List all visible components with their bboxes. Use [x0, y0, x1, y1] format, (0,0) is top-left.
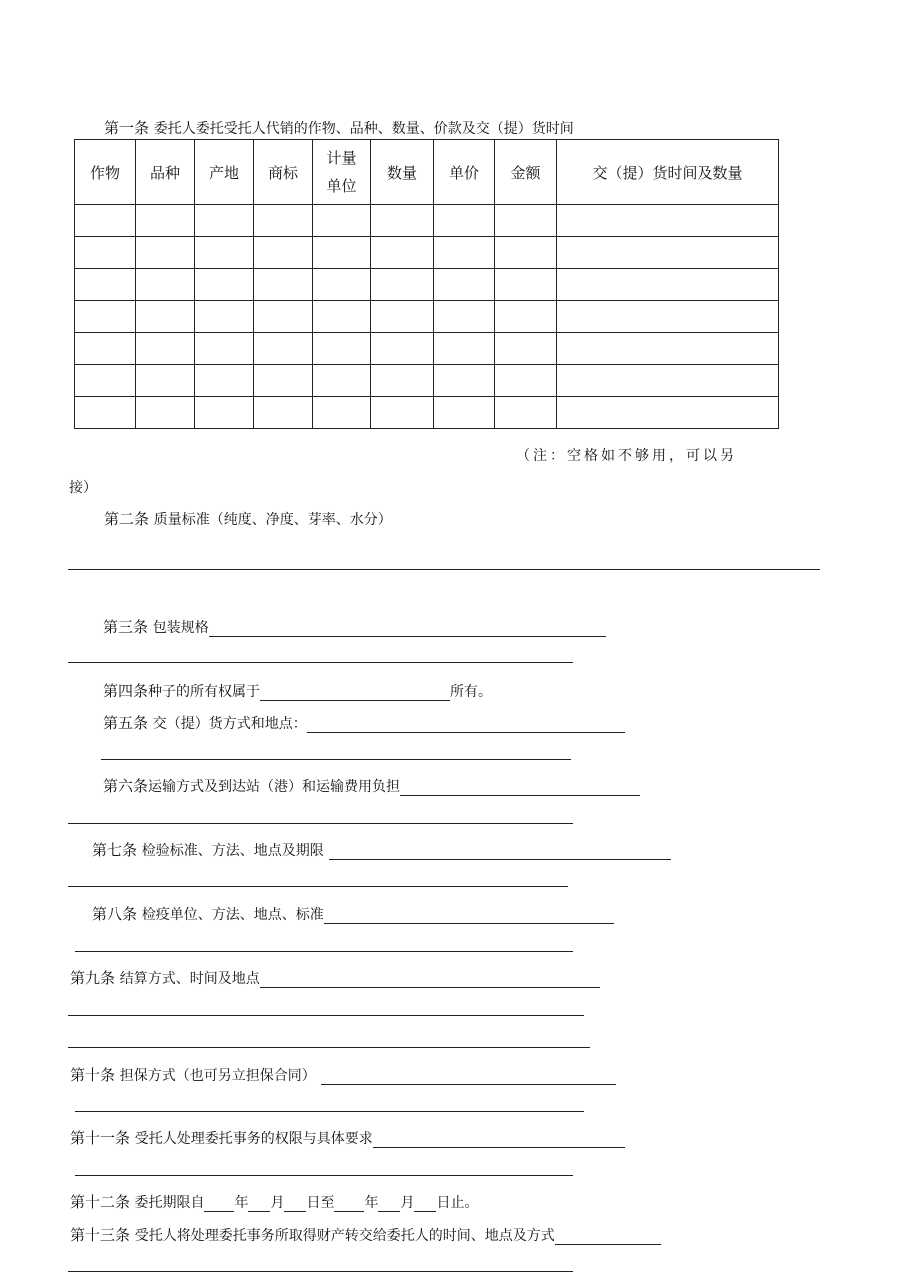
article-2-fill-line[interactable] — [68, 569, 820, 570]
table-cell[interactable] — [495, 237, 557, 269]
table-row — [75, 205, 779, 237]
article-6-text: 运输方式及到达站（港）和运输费用负担 — [148, 779, 401, 795]
table-note: （注：空格如不够用，可以另 — [516, 448, 737, 464]
table-cell[interactable] — [495, 397, 557, 429]
table-cell[interactable] — [371, 333, 434, 365]
table-cell[interactable] — [495, 301, 557, 333]
table-cell[interactable] — [136, 269, 195, 301]
table-cell[interactable] — [313, 301, 371, 333]
article-7-label: 第七条 — [92, 841, 138, 859]
article-1-heading — [104, 117, 574, 138]
end-day-label: 日止。 — [436, 1195, 479, 1211]
table-cell[interactable] — [254, 237, 313, 269]
header-unit-line-2: 单位 — [326, 177, 357, 195]
table-cell[interactable] — [75, 205, 136, 237]
table-cell[interactable] — [195, 301, 254, 333]
table-cell[interactable] — [495, 205, 557, 237]
table-cell[interactable] — [557, 397, 779, 429]
article-6 — [103, 775, 640, 796]
header-unit-line-1: 计量 — [326, 149, 357, 167]
table-cell[interactable] — [254, 301, 313, 333]
header-cell-quantity: 数量 — [371, 140, 434, 205]
table-cell[interactable] — [136, 365, 195, 397]
article-13-fill-line[interactable] — [68, 1271, 573, 1272]
table-cell[interactable] — [136, 301, 195, 333]
table-cell[interactable] — [313, 397, 371, 429]
table-cell[interactable] — [434, 269, 495, 301]
article-7 — [92, 839, 671, 860]
header-cell-brand: 商标 — [254, 140, 313, 205]
table-cell[interactable] — [557, 301, 779, 333]
table-cell[interactable] — [557, 365, 779, 397]
table-cell[interactable] — [371, 301, 434, 333]
table-cell[interactable] — [434, 301, 495, 333]
table-cell[interactable] — [75, 301, 136, 333]
article-4-text: 种子的所有权属于 — [148, 684, 261, 700]
header-cell-amount: 金额 — [495, 140, 557, 205]
article-3-text: 包装规格 — [152, 620, 209, 636]
article-11 — [70, 1127, 625, 1148]
article-3-fill-line[interactable] — [68, 662, 573, 663]
article-2-text: 质量标准（纯度、净度、芽率、水分） — [153, 512, 392, 528]
article-11-fill-line[interactable] — [75, 1175, 573, 1176]
table-cell[interactable] — [495, 333, 557, 365]
article-1-label: 第一条 — [104, 119, 150, 137]
end-year-label: 年 — [364, 1195, 379, 1211]
table-cell[interactable] — [75, 269, 136, 301]
article-4-blank[interactable] — [260, 682, 450, 701]
article-12-label: 第十二条 — [70, 1193, 131, 1211]
header-cell-variety: 品种 — [136, 140, 195, 205]
article-7-fill-line[interactable] — [68, 886, 568, 887]
article-9-fill-line-1[interactable] — [68, 1015, 584, 1016]
article-11-label: 第十一条 — [70, 1129, 131, 1147]
article-12-text: 委托期限自 — [134, 1195, 205, 1211]
table-cell[interactable] — [195, 205, 254, 237]
article-10-fill-line[interactable] — [75, 1111, 584, 1112]
table-cell[interactable] — [75, 333, 136, 365]
article-3-blank[interactable] — [209, 618, 606, 637]
table-cell[interactable] — [75, 397, 136, 429]
article-10-text: 担保方式（也可另立担保合同） — [119, 1068, 316, 1084]
article-7-blank[interactable] — [329, 841, 671, 860]
table-cell[interactable] — [434, 205, 495, 237]
article-5-text: 交（提）货方式和地点： — [152, 716, 307, 732]
start-day-to-label: 日至 — [306, 1195, 335, 1211]
article-5-label: 第五条 — [103, 714, 149, 732]
article-5-blank[interactable] — [307, 714, 625, 733]
article-10-label: 第十条 — [70, 1066, 116, 1084]
article-8-fill-line[interactable] — [75, 951, 573, 952]
end-month-label: 月 — [400, 1195, 415, 1211]
article-7-text: 检验标准、方法、地点及期限 — [141, 843, 324, 859]
article-11-blank[interactable] — [373, 1129, 625, 1148]
header-cell-delivery-time: 交（提）货时间及数量 — [557, 140, 779, 205]
table-cell[interactable] — [254, 269, 313, 301]
table-cell[interactable] — [557, 205, 779, 237]
goods-table — [74, 139, 779, 429]
article-13-text: 受托人将处理委托事务所取得财产转交给委托人的时间、地点及方式 — [134, 1228, 555, 1244]
article-11-text: 受托人处理委托事务的权限与具体要求 — [134, 1131, 373, 1147]
table-cell[interactable] — [313, 237, 371, 269]
article-10 — [70, 1064, 616, 1085]
article-13-label: 第十三条 — [70, 1226, 131, 1244]
table-cell[interactable] — [254, 205, 313, 237]
article-10-blank[interactable] — [321, 1066, 616, 1085]
header-cell-crop: 作物 — [75, 140, 136, 205]
article-3 — [103, 616, 606, 637]
start-day-blank[interactable] — [284, 1193, 306, 1212]
start-month-label: 月 — [270, 1195, 285, 1211]
article-9-text: 结算方式、时间及地点 — [119, 971, 260, 987]
table-cell[interactable] — [495, 365, 557, 397]
article-5 — [103, 712, 625, 733]
table-note-continued: 接） — [69, 480, 97, 496]
table-row — [75, 237, 779, 269]
article-13 — [70, 1224, 661, 1245]
table-cell[interactable] — [195, 237, 254, 269]
table-row — [75, 333, 779, 365]
article-12 — [70, 1191, 478, 1212]
article-9 — [70, 967, 600, 988]
article-4-label: 第四条 — [103, 682, 149, 700]
table-row — [75, 397, 779, 429]
table-cell[interactable] — [557, 333, 779, 365]
article-9-label: 第九条 — [70, 969, 116, 987]
article-8-label: 第八条 — [92, 905, 138, 923]
table-cell[interactable] — [75, 237, 136, 269]
table-cell[interactable] — [195, 269, 254, 301]
table-row — [75, 301, 779, 333]
article-8-text: 检疫单位、方法、地点、标准 — [141, 907, 324, 923]
article-8 — [92, 903, 614, 924]
table-cell[interactable] — [254, 397, 313, 429]
article-3-label: 第三条 — [103, 618, 149, 636]
table-row — [75, 269, 779, 301]
article-6-fill-line[interactable] — [68, 823, 573, 824]
table-cell[interactable] — [195, 397, 254, 429]
end-day-blank[interactable] — [414, 1193, 436, 1212]
table-cell[interactable] — [434, 237, 495, 269]
table-cell[interactable] — [557, 237, 779, 269]
start-year-label: 年 — [234, 1195, 249, 1211]
table-cell[interactable] — [313, 269, 371, 301]
table-cell[interactable] — [313, 365, 371, 397]
end-month-blank[interactable] — [378, 1193, 400, 1212]
header-cell-unit-price: 单价 — [434, 140, 495, 205]
start-month-blank[interactable] — [248, 1193, 270, 1212]
table-cell[interactable] — [195, 365, 254, 397]
table-cell[interactable] — [371, 205, 434, 237]
table-cell[interactable] — [313, 205, 371, 237]
table-cell[interactable] — [434, 333, 495, 365]
table-cell[interactable] — [371, 237, 434, 269]
article-8-blank[interactable] — [324, 905, 614, 924]
table-cell[interactable] — [313, 333, 371, 365]
table-cell[interactable] — [254, 365, 313, 397]
table-cell[interactable] — [434, 397, 495, 429]
article-13-blank[interactable] — [555, 1226, 661, 1245]
article-6-blank[interactable] — [400, 777, 640, 796]
table-cell[interactable] — [254, 333, 313, 365]
table-row — [75, 365, 779, 397]
table-cell[interactable] — [434, 365, 495, 397]
table-header-row — [75, 140, 779, 205]
table-cell[interactable] — [136, 237, 195, 269]
article-4 — [103, 680, 492, 701]
table-cell[interactable] — [371, 269, 434, 301]
end-year-blank[interactable] — [334, 1193, 364, 1212]
article-9-blank[interactable] — [260, 969, 600, 988]
start-year-blank[interactable] — [204, 1193, 234, 1212]
header-cell-unit — [313, 140, 371, 205]
article-6-label: 第六条 — [103, 777, 149, 795]
article-2-label: 第二条 — [104, 510, 150, 528]
article-5-fill-line[interactable] — [101, 759, 571, 760]
table-cell[interactable] — [136, 397, 195, 429]
table-cell[interactable] — [75, 365, 136, 397]
article-1-text: 委托人委托受托人代销的作物、品种、数量、价款及交（提）货时间 — [153, 121, 574, 137]
header-cell-origin: 产地 — [195, 140, 254, 205]
table-cell[interactable] — [371, 397, 434, 429]
table-cell[interactable] — [136, 333, 195, 365]
table-cell[interactable] — [557, 269, 779, 301]
article-9-fill-line-2[interactable] — [68, 1047, 590, 1048]
article-2 — [104, 508, 392, 529]
table-cell[interactable] — [495, 269, 557, 301]
table-cell[interactable] — [136, 205, 195, 237]
table-cell[interactable] — [195, 333, 254, 365]
article-4-suffix: 所有。 — [450, 684, 493, 700]
table-cell[interactable] — [371, 365, 434, 397]
